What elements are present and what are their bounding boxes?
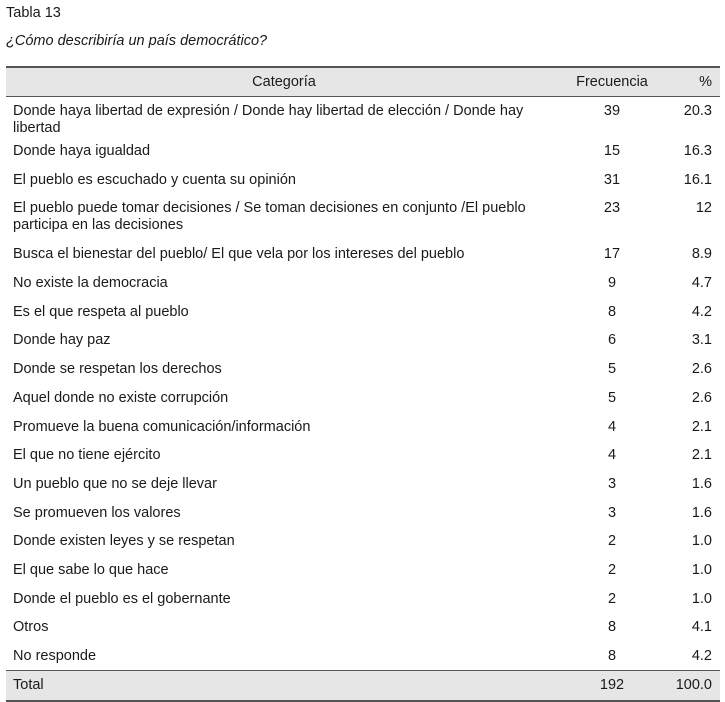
total-category: Total <box>6 671 562 701</box>
row-frequency: 4 <box>607 447 617 464</box>
row-frequency: 2 <box>607 561 617 578</box>
row-percent: 12 <box>695 200 712 217</box>
row-category: Donde haya libertad de expresión / Donde hay libertad de elección / Donde hay libertad <box>13 103 524 136</box>
row-category: El pueblo es escuchado y cuenta su opinión <box>13 171 296 188</box>
table-row <box>6 613 720 642</box>
row-category: Un pueblo que no se deje llevar <box>13 475 217 492</box>
row-percent: 4.2 <box>691 303 712 320</box>
row-category: Promueve la buena comunicación/información <box>13 418 311 435</box>
row-percent: 20.3 <box>683 103 712 119</box>
row-frequency: 8 <box>607 648 617 664</box>
row-percent: 4.1 <box>691 619 712 636</box>
row-frequency: 39 <box>603 103 621 119</box>
row-category: El que sabe lo que hace <box>13 561 169 578</box>
row-percent: 1.0 <box>691 533 712 550</box>
table-row <box>6 527 720 556</box>
row-category: El que no tiene ejército <box>13 447 161 464</box>
table-row <box>6 441 720 470</box>
header-row <box>6 67 720 97</box>
table-label: Tabla 13 <box>6 5 61 21</box>
row-frequency: 5 <box>607 361 617 378</box>
row-frequency: 17 <box>603 246 621 263</box>
table-title: ¿Cómo describiría un país democrático? <box>6 33 268 49</box>
row-frequency: 2 <box>607 533 617 550</box>
row-percent: 4.2 <box>691 648 712 664</box>
table-row <box>6 269 720 298</box>
row-frequency: 9 <box>607 275 617 292</box>
row-category: Busca el bienestar del pueblo/ El que vela por los intereses del pueblo <box>13 246 465 263</box>
table-row <box>6 499 720 528</box>
table-row <box>6 137 720 166</box>
row-category: Donde hay paz <box>13 332 111 349</box>
row-percent: 2.1 <box>691 447 712 464</box>
row-percent: 4.7 <box>691 275 712 292</box>
row-category: Donde haya igualdad <box>13 143 151 159</box>
table-row <box>6 166 720 195</box>
row-frequency: 5 <box>607 389 617 406</box>
row-category: Donde existen leyes y se respetan <box>13 533 235 550</box>
table-row <box>6 355 720 384</box>
table-row <box>6 413 720 442</box>
row-category: Aquel donde no existe corrupción <box>13 389 229 406</box>
total-percent: 100.0 <box>662 671 720 701</box>
frequency-table <box>6 66 720 702</box>
row-frequency: 15 <box>603 143 621 159</box>
row-category: Se promueven los valores <box>13 504 181 521</box>
table-row <box>6 642 720 671</box>
total-row <box>6 671 720 701</box>
row-frequency: 8 <box>607 619 617 636</box>
row-percent: 2.6 <box>691 361 712 378</box>
table-row <box>6 326 720 355</box>
row-category: No existe la democracia <box>13 275 168 292</box>
row-category: Donde el pueblo es el gobernante <box>13 590 231 607</box>
row-frequency: 8 <box>607 303 617 320</box>
header-percent: % <box>662 67 720 97</box>
row-category: El pueblo puede tomar decisiones / Se toman decisiones en conjunto /El pueblo participa en las decisiones <box>13 200 526 234</box>
table-row <box>6 470 720 499</box>
row-percent: 16.3 <box>683 143 712 159</box>
row-frequency: 23 <box>603 200 621 217</box>
row-frequency: 6 <box>607 332 617 349</box>
row-percent: 1.6 <box>691 475 712 492</box>
total-frequency: 192 <box>562 671 662 701</box>
row-percent: 1.6 <box>691 504 712 521</box>
row-frequency: 31 <box>603 171 621 188</box>
row-percent: 2.1 <box>691 418 712 435</box>
table-row <box>6 194 720 240</box>
row-category: Otros <box>13 619 49 636</box>
row-percent: 2.6 <box>691 389 712 406</box>
table-header <box>6 67 720 97</box>
row-percent: 16.1 <box>683 171 712 188</box>
table-row <box>6 298 720 327</box>
row-percent: 8.9 <box>691 246 712 263</box>
table-row <box>6 585 720 614</box>
row-frequency: 4 <box>607 418 617 435</box>
row-frequency: 2 <box>607 590 617 607</box>
row-frequency: 3 <box>607 504 617 521</box>
table-row <box>6 556 720 585</box>
row-category: Es el que respeta al pueblo <box>13 303 189 320</box>
table-body <box>6 97 720 701</box>
row-frequency: 3 <box>607 475 617 492</box>
header-frequency: Frecuencia <box>562 67 662 97</box>
row-category: Donde se respetan los derechos <box>13 361 222 378</box>
row-percent: 3.1 <box>691 332 712 349</box>
header-category: Categoría <box>6 67 562 97</box>
table-row <box>6 384 720 413</box>
table-row <box>6 240 720 269</box>
table-row <box>6 97 720 138</box>
row-percent: 1.0 <box>691 590 712 607</box>
row-percent: 1.0 <box>691 561 712 578</box>
row-category: No responde <box>13 648 97 664</box>
